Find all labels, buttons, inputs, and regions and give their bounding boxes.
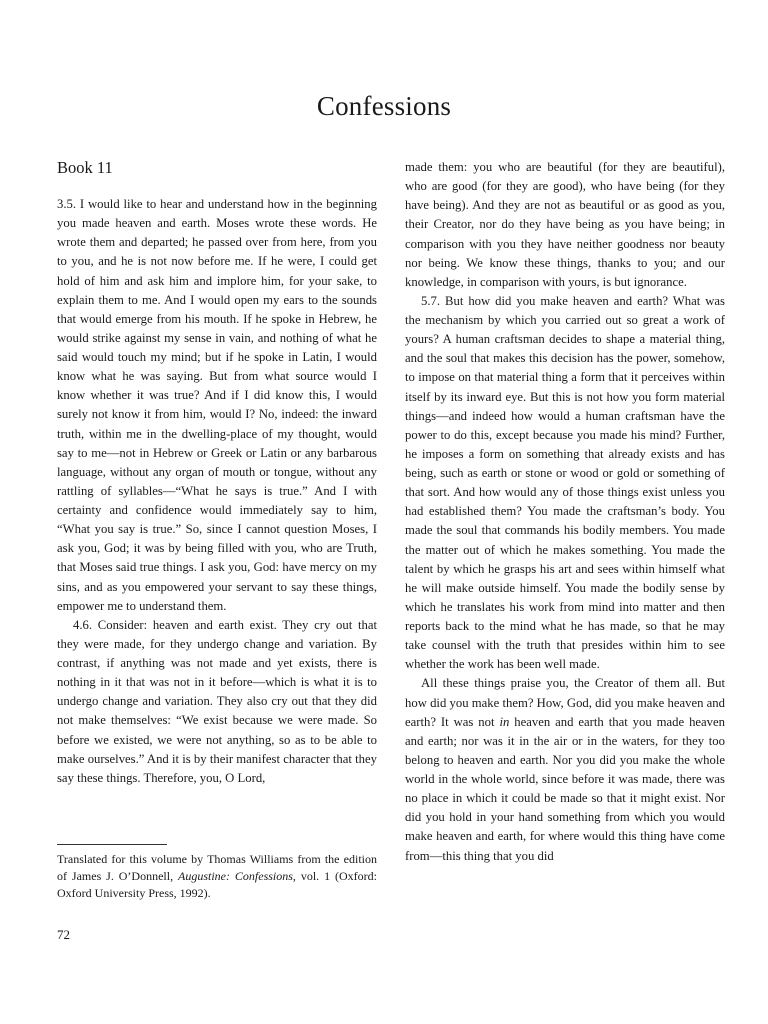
page-number: 72 — [57, 927, 70, 942]
footnote — [57, 851, 377, 902]
footnote-book-title: Augustine: Confessions — [178, 869, 293, 883]
paragraph-praise-text-b: heaven and earth that you made heaven and earth; nor was it in the air or in the waters, for they too belong to heaven and earth. Nor you did you make the whole world in the whole world, since before it was made, there was no place in which it could be made so that it might exist. Nor did you hold in your hand something from which you would make heaven and earth, for where would this thing have come from—this thing that you did — [405, 714, 726, 863]
page-title: Confessions — [316, 91, 452, 121]
paragraph-praise-text-a: All these things praise you, the Creator of them all. But how did you make them? How, God, did you make heaven and earth? It was not — [405, 676, 725, 729]
paragraph-5-7: 5.7. But how did you make heaven and earth? What was the mechanism by which you carried out so great a work of yours? A human craftsman decides to shape a material thing, and the soul that makes this decision has the power, somehow, to impose on that material thing a form that it perceives within itself by its inward eye. But this is not how you form material things—and indeed how would a human craftsman have the power to do this, except because you made his mind? Further, he imposes a form on something that already exists and has being, such as earth or stone or wood or gold or something of that sort. And how would any of those things exist unless you had established them? You made the craftsman’s body. You made the soul that commands his bodily members. You made the matter out of which he makes something. You made the talent by which he grasps his art and sees within himself what he will make outside himself. You made the bodily sense by which he translates his work from mind into matter and then reports back to the mind what he has made, so that he may take counsel with the truth that presides within him to see whether the work has been well made. — [405, 293, 725, 672]
footnote-text-b: , vol. 1 (Oxford: Oxford University Press, 1992). — [57, 869, 377, 900]
footnote-divider — [57, 844, 167, 845]
right-column — [405, 158, 725, 866]
footnote-text-a: Translated for this volume by Thomas Williams from the edition of James J. O’Donnell, — [57, 852, 377, 883]
paragraph-praise-emphasis: in — [499, 714, 510, 729]
left-column — [57, 158, 377, 788]
paragraph-4-6: 4.6. Consider: heaven and earth exist. They cry out that they were made, for they undergo change and variation. By contrast, if anything was not made and yet exists, there is nothing in it that was not in it before—which is what it is to undergo change and variation. They also cry out that they did not make themselves: “We exist because we were made. So before we existed, we were not anything, so as to be able to make ourselves.” And it is by their manifest character that they say these things. Therefore, you, O Lord, — [57, 617, 377, 785]
paragraph-praise — [405, 674, 725, 865]
paragraph-continued: made them: you who are beautiful (for they are beautiful), who are good (for they are good), who have being (for they have being). And they are not as beautiful or as good as you, their Creator, nor do they have being as you have being; in comparison with you they have neither goodness nor beauty nor being. We know these things, thanks to you; and our knowledge, in comparison with yours, is but ignorance. — [405, 160, 725, 289]
paragraph-3-5: 3.5. I would like to hear and understand how in the beginning you made heaven and earth. Moses wrote these words. He wrote them and departed; he passed over from here, from you to you, and he is not now before me. If he were, I could get hold of him and ask him and implore him, for your sake, to explain them to me. And I would open my ears to the sounds that would emerge from his mouth. If he spoke in Hebrew, he would strike against my sense in vain, and nothing of what he said would touch my mind; but if he spoke in Latin, I would know what he was saying. But from what source would I know whether it was true? And if I did know this, I would surely not know it from him, would I? No, indeed: the inward truth, within me in the dwelling-place of my thought, would say to me—not in Hebrew or Greek or Latin or any barbarous language, without any organ of mouth or tongue, without any rattling of syllables—“What he says is true.” And I with certainty and confidence would immediately say to him, “What you say is true.” So, since I cannot question Moses, I ask you, God; it was by being filled with you, who are Truth, that Moses said true things. I ask you, God: have mercy on my sins, and as you empowered your servant to say these things, empower me to understand them. — [57, 197, 377, 613]
book-heading: Book 11 — [57, 158, 113, 177]
